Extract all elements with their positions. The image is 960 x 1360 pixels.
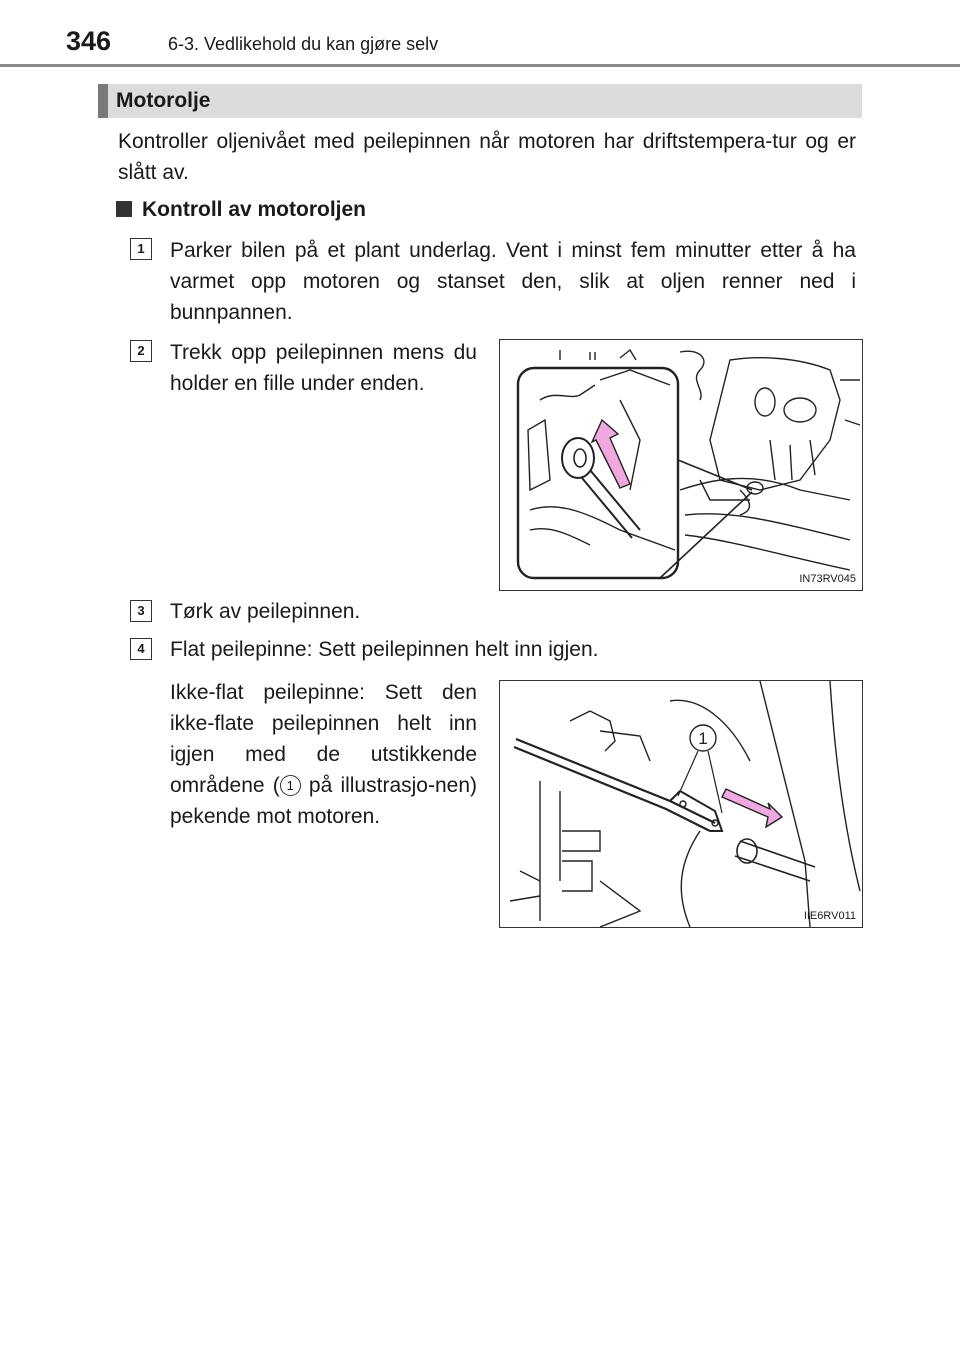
step-1-text: Parker bilen på et plant underlag. Vent i minst fem minutter etter å ha varmet opp motoren og stanset den, slik at oljen renner ned i bunnpannen. [170,239,856,324]
insert-direction-arrow-icon [722,789,782,827]
inline-callout-1: 1 [280,775,301,796]
page-number: 346 [66,26,112,56]
figure-dipstick-insertion [499,680,863,928]
step-4-text: Flat peilepinne: Sett peilepinnen helt inn igjen. [170,638,599,661]
step-3-text: Tørk av peilepinnen. [170,600,361,623]
step-number-1: 1 [130,238,152,260]
figure-dipstick-removal [499,339,863,591]
dipstick-insertion-illustration [500,681,862,927]
step-4-nonflat-text [170,677,477,832]
square-bullet-icon [116,201,132,217]
section-bar-accent [98,84,108,118]
subsection-title: Kontroll av motoroljen [142,198,367,221]
step-number-3: 3 [130,600,152,622]
intro-paragraph: Kontroller oljenivået med peilepinnen når motoren har driftstempera-tur og er slått av. [118,130,856,184]
subsection-heading [116,198,366,222]
chapter-title: 6-3. Vedlikehold du kan gjøre selv [168,34,439,54]
section-bar [98,84,862,118]
step-number-4: 4 [130,638,152,660]
figure-code: IIE6RV011 [803,910,856,922]
step-2-text: Trekk opp peilepinnen mens du holder en fille under enden. [170,341,477,395]
step-number-2: 2 [130,340,152,362]
header-rule [0,64,960,67]
step-4-nonflat-text-before: Ikke-flat peilepinne: Sett den ikke-flate peilepinnen helt inn igjen med de utstikkende områdene ( [170,681,477,797]
callout-label-1: 1 [698,729,708,748]
section-title: Motorolje [116,89,211,112]
engine-bay-illustration [500,340,862,590]
step-4-nonflat-text-after: på illustrasjo-nen) pekende mot motoren. [170,774,477,828]
figure-code: IN73RV045 [799,573,856,585]
